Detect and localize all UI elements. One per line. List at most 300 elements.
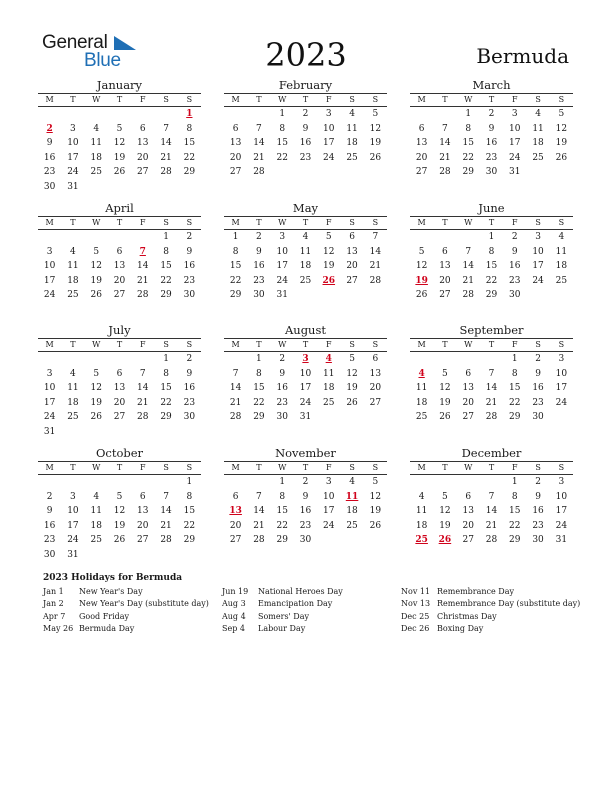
week-row xyxy=(224,274,387,289)
weekday-header xyxy=(224,339,387,351)
week-row xyxy=(410,136,573,151)
day-cell: 16 xyxy=(43,152,56,163)
holiday-day-cell: 25 xyxy=(415,535,428,546)
week-row xyxy=(410,245,573,260)
day-cell: 25 xyxy=(299,275,312,286)
day-cell: 25 xyxy=(555,275,568,286)
empty-cell xyxy=(61,230,84,245)
day-cell: 7 xyxy=(372,232,379,242)
day-cell: 29 xyxy=(183,535,196,546)
day-cell: 11 xyxy=(415,383,428,394)
day-cell: 21 xyxy=(485,397,498,408)
day-cell: 29 xyxy=(229,290,242,301)
weekday-label: F xyxy=(140,218,146,227)
day-cell: 7 xyxy=(256,123,262,134)
day-cell: 25 xyxy=(415,412,428,423)
day-cell: 1 xyxy=(511,477,518,487)
day-cell: 23 xyxy=(253,275,265,286)
weekday-header xyxy=(224,217,387,229)
day-cell: 12 xyxy=(415,261,428,272)
month-may xyxy=(224,201,387,303)
day-cell: 13 xyxy=(439,261,451,272)
day-cell: 12 xyxy=(323,246,335,257)
day-cell: 10 xyxy=(532,246,544,257)
weekday-label: S xyxy=(163,340,169,349)
day-cell: 26 xyxy=(90,290,102,301)
day-cell: 17 xyxy=(276,261,288,272)
week-row xyxy=(410,259,573,274)
day-cell: 18 xyxy=(90,520,102,531)
week-row xyxy=(224,151,387,166)
week-row xyxy=(224,245,387,260)
week-row xyxy=(38,107,201,122)
day-cell: 13 xyxy=(137,506,149,517)
day-cell: 16 xyxy=(299,506,312,517)
day-cell: 2 xyxy=(535,477,541,487)
day-cell: 6 xyxy=(372,354,379,364)
day-cell: 28 xyxy=(137,290,149,301)
day-cell: 12 xyxy=(90,261,102,272)
weekday-label: S xyxy=(349,463,355,472)
weekday-header xyxy=(410,339,573,351)
day-cell: 27 xyxy=(137,167,149,178)
month-march xyxy=(410,78,573,180)
day-cell: 9 xyxy=(186,368,193,379)
day-cell: 10 xyxy=(67,138,79,149)
day-cell: 14 xyxy=(369,246,382,257)
empty-cell xyxy=(224,475,247,490)
day-cell: 10 xyxy=(323,123,335,134)
day-cell: 5 xyxy=(418,246,425,257)
day-cell: 22 xyxy=(183,152,196,163)
weekday-label: W xyxy=(464,340,473,349)
day-cell: 29 xyxy=(276,535,288,546)
weekday-label: F xyxy=(512,218,518,227)
day-cell: 17 xyxy=(67,152,79,163)
day-cell: 10 xyxy=(509,123,521,134)
day-cell: 11 xyxy=(346,123,358,134)
holiday-item xyxy=(43,598,223,610)
day-cell: 21 xyxy=(137,275,149,286)
day-cell: 14 xyxy=(137,261,149,272)
empty-cell xyxy=(480,352,503,367)
day-cell: 21 xyxy=(160,520,172,531)
weekday-label: S xyxy=(349,340,355,349)
day-cell: 20 xyxy=(113,275,126,286)
day-cell: 10 xyxy=(299,368,312,379)
holiday-name: National Heroes Day xyxy=(258,587,343,596)
day-cell: 27 xyxy=(369,397,382,408)
holiday-item xyxy=(401,586,581,598)
day-cell: 8 xyxy=(511,368,518,379)
day-cell: 15 xyxy=(160,261,172,272)
day-cell: 16 xyxy=(43,520,56,531)
weekday-label: F xyxy=(140,463,146,472)
weekday-label: T xyxy=(488,218,495,227)
day-cell: 17 xyxy=(43,397,56,408)
day-cell: 25 xyxy=(90,535,102,546)
week-row xyxy=(38,274,201,289)
day-cell: 8 xyxy=(186,123,193,134)
weekday-label: F xyxy=(512,95,518,104)
day-cell: 9 xyxy=(535,368,541,379)
day-cell: 24 xyxy=(299,397,312,408)
day-cell: 18 xyxy=(415,520,428,531)
day-cell: 8 xyxy=(488,246,495,257)
day-cell: 30 xyxy=(509,290,521,301)
weekday-label: S xyxy=(186,218,193,227)
day-cell: 22 xyxy=(509,520,521,531)
day-cell: 23 xyxy=(509,275,521,286)
weekday-label: T xyxy=(116,463,123,472)
empty-cell xyxy=(61,107,84,122)
day-cell: 16 xyxy=(532,383,544,394)
day-cell: 15 xyxy=(509,383,521,394)
day-cell: 14 xyxy=(462,261,474,272)
week-row xyxy=(38,136,201,151)
weekday-label: T xyxy=(442,95,448,104)
weekday-label: T xyxy=(442,463,448,472)
day-cell: 9 xyxy=(46,138,53,149)
weekday-label: M xyxy=(45,463,54,472)
empty-cell xyxy=(85,352,108,367)
weekday-label: T xyxy=(302,463,309,472)
week-row xyxy=(224,475,387,490)
day-cell: 5 xyxy=(325,232,332,242)
day-cell: 24 xyxy=(67,535,79,546)
month-june xyxy=(410,201,573,303)
week-row xyxy=(38,533,201,548)
day-cell: 7 xyxy=(488,491,495,502)
day-cell: 26 xyxy=(415,290,428,301)
empty-cell xyxy=(108,107,131,122)
empty-cell xyxy=(433,475,456,490)
day-cell: 5 xyxy=(93,368,100,379)
day-cell: 6 xyxy=(442,246,448,257)
week-row xyxy=(38,245,201,260)
day-cell: 14 xyxy=(485,506,498,517)
day-cell: 2 xyxy=(186,232,193,242)
day-cell: 6 xyxy=(232,491,239,502)
empty-cell xyxy=(131,475,154,490)
day-cell: 17 xyxy=(509,138,521,149)
holiday-date: Apr 7 xyxy=(43,611,66,621)
weekday-label: S xyxy=(535,218,541,227)
weekday-label: W xyxy=(464,95,473,104)
day-cell: 12 xyxy=(369,491,382,502)
empty-cell xyxy=(131,230,154,245)
day-cell: 20 xyxy=(439,275,451,286)
day-cell: 16 xyxy=(276,383,288,394)
day-cell: 1 xyxy=(186,477,193,487)
empty-cell xyxy=(85,475,108,490)
day-cell: 31 xyxy=(43,426,56,437)
day-cell: 2 xyxy=(302,109,309,119)
weekday-label: T xyxy=(256,340,262,349)
holiday-column xyxy=(43,586,223,636)
day-cell: 20 xyxy=(415,152,428,163)
holiday-day-cell: 3 xyxy=(302,354,309,364)
month-name: February xyxy=(278,78,333,92)
holiday-date: Jan 2 xyxy=(43,599,64,609)
day-cell: 28 xyxy=(369,275,382,286)
day-cell: 30 xyxy=(183,412,196,423)
weekday-label: S xyxy=(535,463,541,472)
day-cell: 3 xyxy=(46,368,53,379)
weekday-label: S xyxy=(558,95,565,104)
day-cell: 16 xyxy=(509,261,521,272)
day-cell: 1 xyxy=(232,232,239,242)
weekday-label: F xyxy=(512,340,518,349)
day-cell: 9 xyxy=(302,123,309,134)
weekday-header xyxy=(38,339,201,351)
day-cell: 15 xyxy=(160,383,172,394)
month-january xyxy=(38,78,201,195)
day-cell: 26 xyxy=(113,535,126,546)
holiday-name: New Year's Day xyxy=(79,587,143,596)
day-cell: 19 xyxy=(555,138,568,149)
day-cell: 30 xyxy=(532,535,544,546)
day-cell: 18 xyxy=(67,275,79,286)
week-row xyxy=(38,504,201,519)
weekday-label: T xyxy=(116,218,123,227)
day-cell: 5 xyxy=(558,109,565,119)
holiday-name: Labour Day xyxy=(258,624,306,634)
weekday-header xyxy=(410,462,573,474)
weekday-header xyxy=(38,462,201,474)
day-cell: 21 xyxy=(439,152,451,163)
day-cell: 7 xyxy=(139,368,146,379)
weekday-label: S xyxy=(163,463,169,472)
month-name: May xyxy=(292,201,319,215)
day-cell: 30 xyxy=(43,181,56,192)
day-cell: 15 xyxy=(276,506,288,517)
day-cell: 26 xyxy=(346,397,358,408)
week-row xyxy=(38,165,201,180)
day-cell: 3 xyxy=(558,477,565,487)
day-cell: 11 xyxy=(90,138,102,149)
holiday-date: Aug 3 xyxy=(222,599,246,609)
day-cell: 24 xyxy=(67,167,79,178)
day-cell: 4 xyxy=(418,491,425,502)
day-cell: 12 xyxy=(113,506,126,517)
month-april xyxy=(38,201,201,303)
day-cell: 4 xyxy=(558,232,565,242)
day-cell: 20 xyxy=(346,261,358,272)
day-cell: 24 xyxy=(509,152,521,163)
empty-cell xyxy=(108,230,131,245)
day-cell: 5 xyxy=(442,368,448,379)
weekday-label: T xyxy=(302,218,309,227)
holiday-date: Nov 11 xyxy=(401,587,431,596)
week-row xyxy=(224,490,387,505)
day-cell: 14 xyxy=(439,138,451,149)
day-cell: 1 xyxy=(279,109,286,119)
day-cell: 2 xyxy=(511,232,518,242)
page-title: 2023 xyxy=(265,36,347,74)
holiday-day-cell: 7 xyxy=(139,246,146,257)
day-cell: 12 xyxy=(439,383,451,394)
day-cell: 26 xyxy=(555,152,568,163)
day-cell: 20 xyxy=(113,397,126,408)
month-october xyxy=(38,446,201,563)
day-cell: 23 xyxy=(532,397,544,408)
weekday-label: S xyxy=(372,340,379,349)
weekday-label: M xyxy=(231,463,240,472)
day-cell: 18 xyxy=(90,152,102,163)
day-cell: 23 xyxy=(183,397,196,408)
holiday-day-cell: 4 xyxy=(418,368,425,379)
day-cell: 5 xyxy=(372,109,379,119)
weekday-label: F xyxy=(326,340,332,349)
day-cell: 24 xyxy=(43,412,56,423)
day-cell: 5 xyxy=(93,246,100,257)
weekday-label: S xyxy=(186,340,193,349)
day-cell: 10 xyxy=(323,491,335,502)
day-cell: 14 xyxy=(160,506,172,517)
week-row xyxy=(224,367,387,382)
weekday-label: M xyxy=(417,340,426,349)
weekday-label: T xyxy=(442,218,448,227)
day-cell: 22 xyxy=(462,152,474,163)
weekday-label: F xyxy=(326,95,332,104)
day-cell: 5 xyxy=(116,491,123,502)
day-cell: 2 xyxy=(46,491,53,502)
weekday-label: T xyxy=(488,95,495,104)
day-cell: 12 xyxy=(555,123,568,134)
weekday-label: S xyxy=(186,95,193,104)
weekday-label: W xyxy=(92,218,101,227)
day-cell: 27 xyxy=(462,535,474,546)
day-cell: 1 xyxy=(163,354,169,364)
day-cell: 8 xyxy=(256,368,262,379)
day-cell: 18 xyxy=(346,138,358,149)
holiday-name: Remembrance Day xyxy=(437,587,514,596)
day-cell: 27 xyxy=(229,167,242,178)
day-cell: 3 xyxy=(511,109,518,119)
week-row xyxy=(224,165,387,180)
day-cell: 17 xyxy=(555,506,568,517)
weekday-label: T xyxy=(302,95,309,104)
weekday-label: T xyxy=(442,340,448,349)
holiday-item xyxy=(401,598,581,610)
holiday-date: Aug 4 xyxy=(222,611,246,621)
holiday-day-cell: 1 xyxy=(186,109,193,119)
month-name: September xyxy=(459,323,524,337)
day-cell: 22 xyxy=(160,397,172,408)
day-cell: 22 xyxy=(229,275,242,286)
week-row xyxy=(38,122,201,137)
day-cell: 30 xyxy=(253,290,265,301)
day-cell: 30 xyxy=(532,412,544,423)
day-cell: 23 xyxy=(299,520,312,531)
day-cell: 8 xyxy=(279,491,286,502)
week-row xyxy=(410,274,573,289)
empty-cell xyxy=(247,107,270,122)
day-cell: 3 xyxy=(325,477,332,487)
weekday-header xyxy=(38,94,201,106)
holiday-name: New Year's Day (substitute day) xyxy=(79,599,209,609)
day-cell: 19 xyxy=(90,275,102,286)
weekday-label: S xyxy=(372,218,379,227)
weekday-label: T xyxy=(70,340,76,349)
day-cell: 3 xyxy=(46,246,53,257)
holiday-item xyxy=(43,623,223,635)
week-row xyxy=(38,367,201,382)
day-cell: 8 xyxy=(163,246,169,257)
empty-cell xyxy=(154,107,177,122)
day-cell: 18 xyxy=(532,138,544,149)
day-cell: 20 xyxy=(369,383,382,394)
week-row xyxy=(224,381,387,396)
holiday-day-cell: 11 xyxy=(345,491,359,502)
weekday-label: S xyxy=(558,340,565,349)
day-cell: 13 xyxy=(415,138,428,149)
holiday-item xyxy=(43,611,223,623)
holiday-name: Somers' Day xyxy=(258,611,309,621)
weekday-label: T xyxy=(70,218,76,227)
weekday-label: M xyxy=(231,95,240,104)
week-row xyxy=(224,107,387,122)
day-cell: 9 xyxy=(186,246,193,257)
weekday-label: S xyxy=(163,218,169,227)
weekday-label: S xyxy=(372,463,379,472)
day-cell: 3 xyxy=(558,354,565,364)
day-cell: 29 xyxy=(253,412,265,423)
day-cell: 14 xyxy=(485,383,498,394)
day-cell: 20 xyxy=(462,397,474,408)
day-cell: 12 xyxy=(113,138,126,149)
day-cell: 9 xyxy=(488,123,495,134)
day-cell: 8 xyxy=(232,246,239,257)
week-row xyxy=(410,151,573,166)
week-row xyxy=(224,504,387,519)
day-cell: 15 xyxy=(253,383,265,394)
empty-cell xyxy=(38,352,61,367)
day-cell: 10 xyxy=(276,246,288,257)
day-cell: 3 xyxy=(325,109,332,119)
weekday-header xyxy=(410,94,573,106)
day-cell: 30 xyxy=(485,167,498,178)
empty-cell xyxy=(224,107,247,122)
week-row xyxy=(38,381,201,396)
day-cell: 4 xyxy=(70,246,76,257)
day-cell: 29 xyxy=(160,290,172,301)
day-cell: 21 xyxy=(160,152,172,163)
holiday-date: Dec 25 xyxy=(401,611,430,621)
week-row xyxy=(410,490,573,505)
day-cell: 2 xyxy=(186,354,193,364)
day-cell: 28 xyxy=(160,535,172,546)
day-cell: 13 xyxy=(462,383,474,394)
weekday-label: F xyxy=(326,218,332,227)
day-cell: 22 xyxy=(160,275,172,286)
day-cell: 24 xyxy=(532,275,544,286)
day-cell: 8 xyxy=(511,491,518,502)
week-row xyxy=(410,352,573,367)
day-cell: 14 xyxy=(253,506,265,517)
weekday-label: S xyxy=(372,95,379,104)
day-cell: 20 xyxy=(462,520,474,531)
weekday-header xyxy=(410,217,573,229)
empty-cell xyxy=(85,230,108,245)
empty-cell xyxy=(131,107,154,122)
day-cell: 29 xyxy=(462,167,474,178)
day-cell: 9 xyxy=(535,491,541,502)
empty-cell xyxy=(433,352,456,367)
day-cell: 21 xyxy=(462,275,474,286)
day-cell: 6 xyxy=(465,368,472,379)
